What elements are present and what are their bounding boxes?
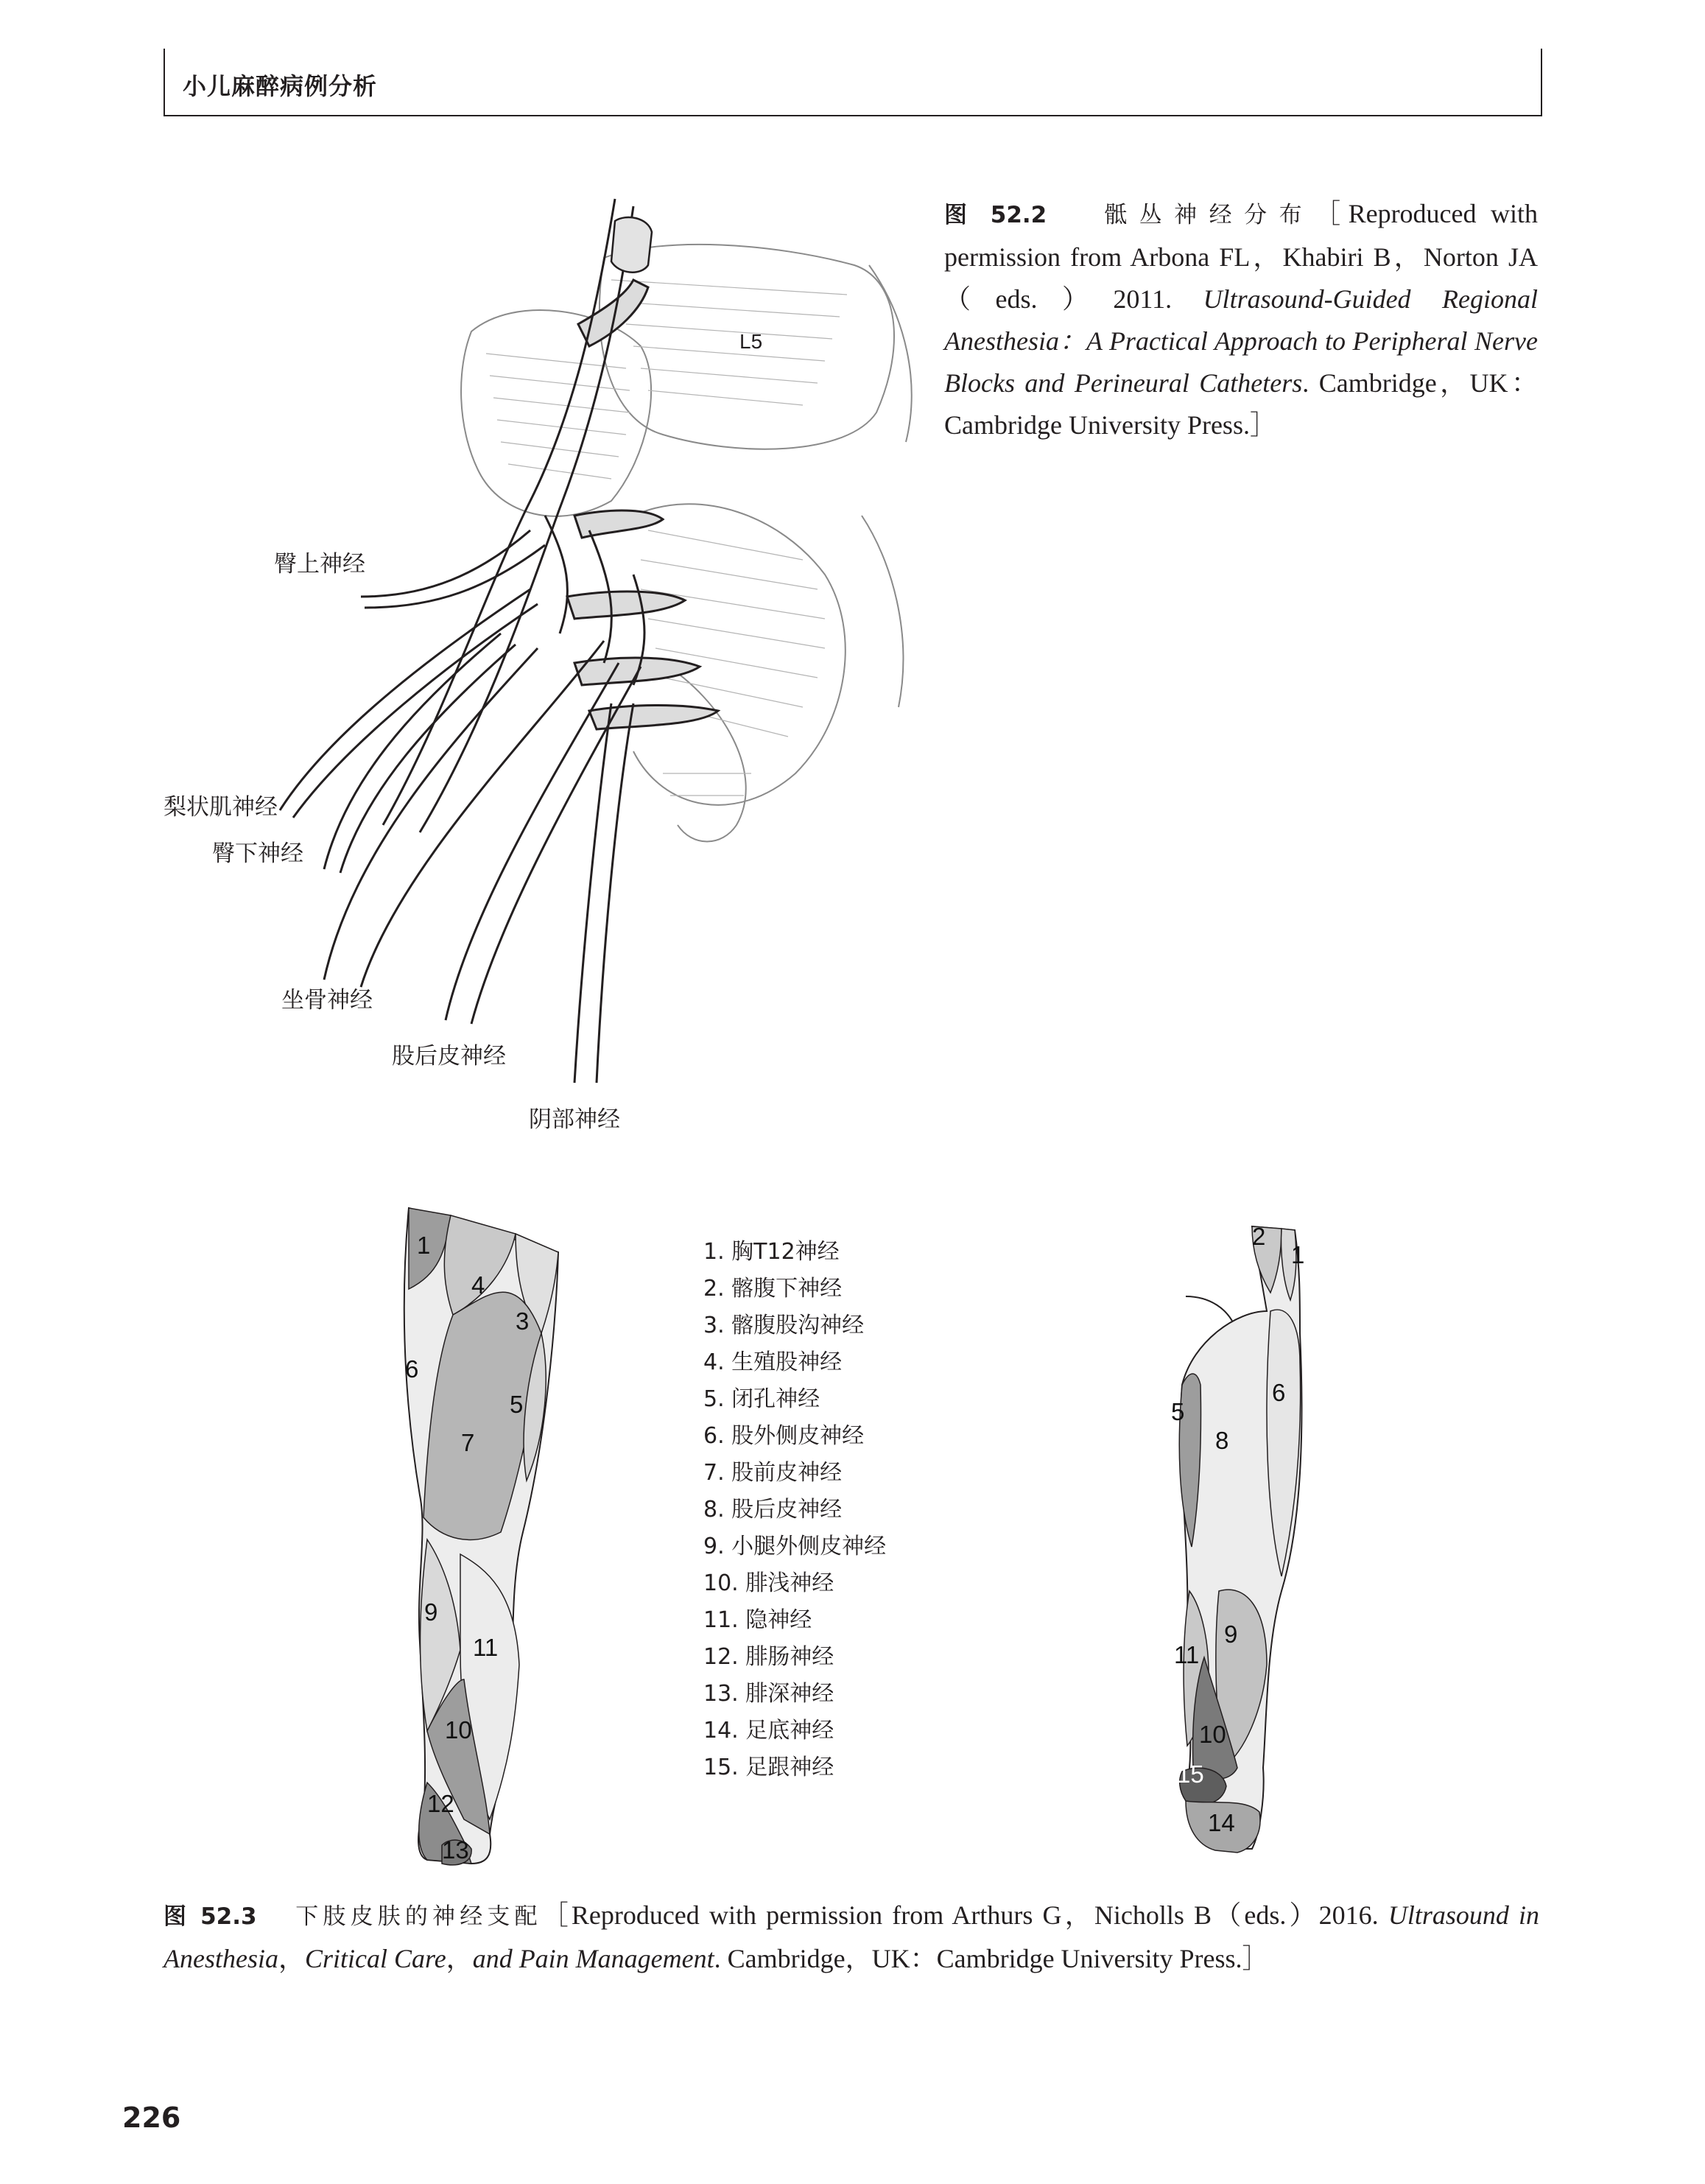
legend-item: 10. 腓浅神经 [703, 1570, 834, 1596]
legend-item: 4. 生殖股神经 [703, 1349, 843, 1375]
back-region-2: 2 [1252, 1223, 1266, 1250]
front-region-11: 11 [473, 1634, 499, 1661]
front-region-1: 1 [417, 1232, 431, 1259]
back-region-11: 11 [1174, 1641, 1200, 1668]
label-posterior-femoral-cutaneous-nerve: 股后皮神经 [392, 1043, 506, 1070]
front-region-12: 12 [427, 1790, 454, 1817]
legend-item: 3. 髂腹股沟神经 [703, 1313, 865, 1338]
legend-item: 14. 足底神经 [703, 1718, 834, 1744]
label-superior-gluteal-nerve: 臀上神经 [274, 551, 365, 577]
figure-52-3-separator-2: ， [446, 1944, 473, 1973]
figure-52-2-title: 骶丛神经分布 [1104, 202, 1315, 228]
figure-52-3-caption [164, 1895, 1539, 1980]
legend-item: 5. 闭孔神经 [703, 1386, 820, 1412]
legend-item: 11. 隐神经 [703, 1607, 812, 1633]
front-region-13: 13 [442, 1836, 469, 1864]
label-inferior-gluteal-nerve: 臀下神经 [212, 840, 303, 867]
front-region-9: 9 [424, 1598, 438, 1626]
back-region-14: 14 [1208, 1809, 1235, 1836]
figure-52-3-title: 下肢皮肤的神经支配 [295, 1903, 542, 1930]
figure-52-3-book-title-part-2: Critical Care [305, 1944, 446, 1973]
back-region-6: 6 [1272, 1379, 1286, 1406]
legend-item: 15. 足跟神经 [703, 1755, 834, 1780]
figure-52-2-citation-start: ［Reproduced with permission from Arbona FL，Khabiri B，Norton JA（eds.）2011. [944, 199, 1538, 314]
label-l5: L5 [739, 330, 763, 353]
back-region-10: 10 [1199, 1721, 1226, 1748]
back-region-8: 8 [1215, 1427, 1229, 1454]
front-region-6: 6 [405, 1355, 419, 1383]
header-title: 小儿麻醉病例分析 [183, 72, 378, 100]
figure-52-2-book-title: Ultrasound-Guided Regional Anesthesia：A Practical Approach to Peripheral Nerve Blocks and Perineural Catheters [944, 284, 1538, 398]
back-region-1: 1 [1291, 1241, 1305, 1268]
front-region-10: 10 [445, 1716, 472, 1744]
figure-52-3-citation-start: ［Reproduced with permission from Arthurs G，Nicholls B（eds.）2016. [541, 1900, 1388, 1930]
legend-item: 12. 腓肠神经 [703, 1644, 834, 1670]
front-region-3: 3 [516, 1307, 530, 1335]
back-region-9: 9 [1224, 1621, 1238, 1648]
figure-52-3-number: 图 52.3 [164, 1903, 257, 1930]
back-region-15: 15 [1177, 1760, 1204, 1788]
legend-item: 9. 小腿外侧皮神经 [703, 1534, 887, 1559]
front-region-7: 7 [461, 1429, 475, 1456]
legend-item: 8. 股后皮神经 [703, 1497, 843, 1523]
label-piriformis-nerve: 梨状肌神经 [164, 794, 278, 821]
label-sciatic-nerve: 坐骨神经 [281, 987, 373, 1014]
figure-52-3-citation-end: . Cambridge，UK：Cambridge University Press.］ [714, 1944, 1269, 1973]
legend-item: 13. 腓深神经 [703, 1681, 834, 1707]
figure-52-3-book-title-part-3: and Pain Management [472, 1944, 714, 1973]
front-region-5: 5 [510, 1391, 524, 1418]
label-pudendal-nerve: 阴部神经 [529, 1106, 620, 1133]
page-number: 226 [122, 2102, 181, 2134]
back-region-5: 5 [1171, 1398, 1185, 1425]
figure-52-2-citation-end: . Cambridge，UK：Cambridge University Press.］ [944, 368, 1538, 440]
legend-item: 6. 股外侧皮神经 [703, 1423, 865, 1449]
figure-52-3-separator-1: ， [278, 1944, 305, 1973]
figure-52-2-number: 图 52.2 [944, 202, 1047, 228]
legend-item: 2. 髂腹下神经 [703, 1276, 843, 1302]
figure-52-3-book-title-part-1: Ultrasound in Anesthesia [164, 1900, 1540, 1973]
front-region-4: 4 [471, 1271, 485, 1299]
legend-item: 1. 胸T12神经 [703, 1239, 840, 1265]
legend-item: 7. 股前皮神经 [703, 1460, 843, 1486]
